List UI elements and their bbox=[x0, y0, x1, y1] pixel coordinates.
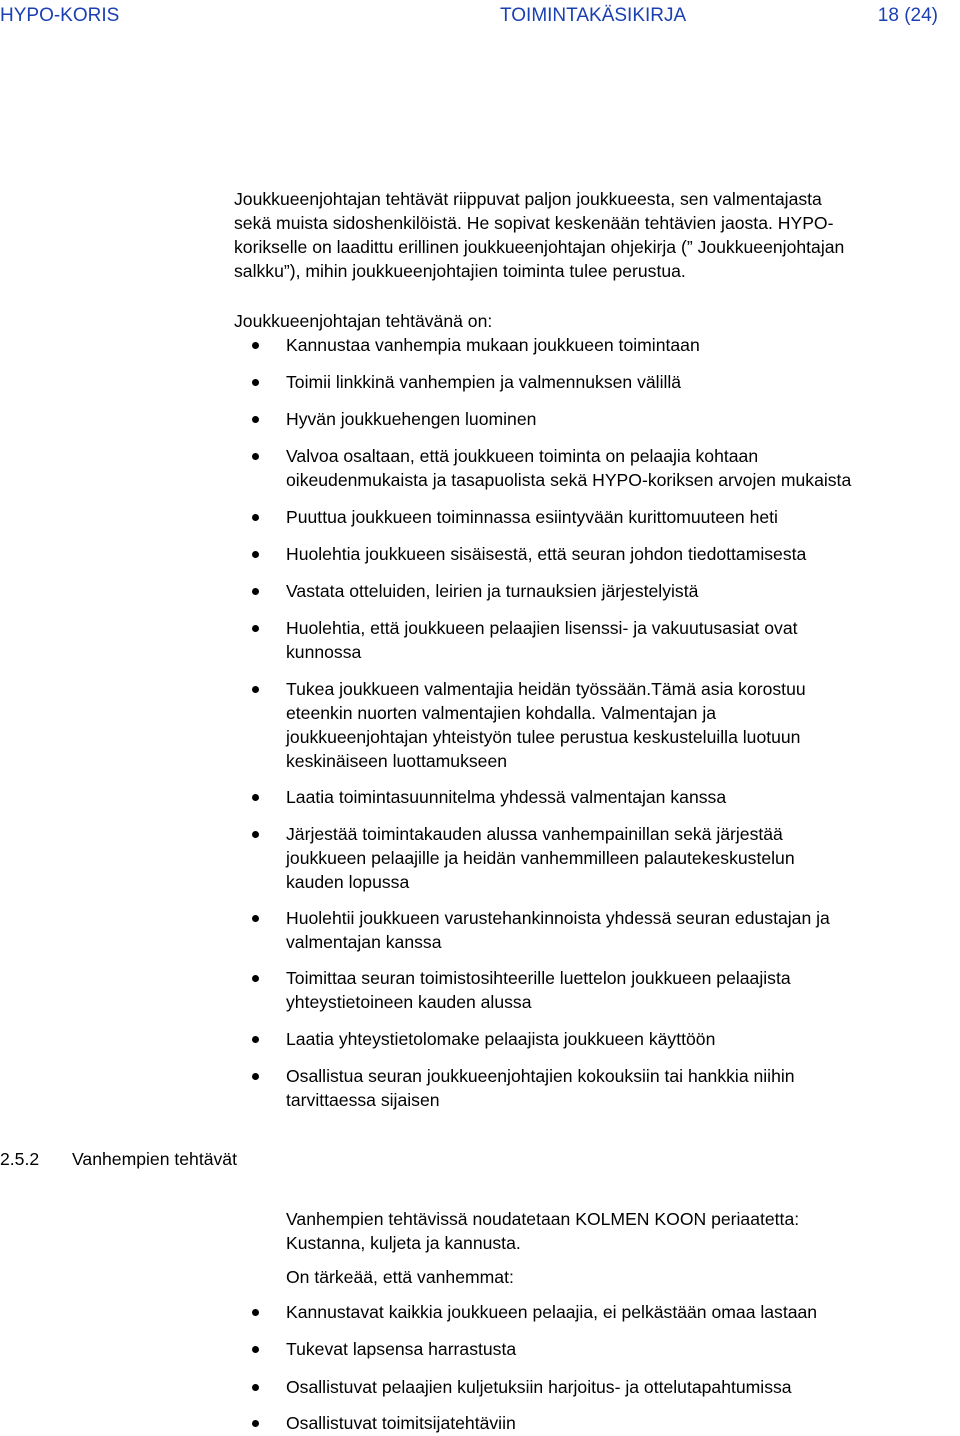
intro-line: Joukkueenjohtajan tehtävät riippuvat paljon joukkueesta, sen valmentajasta bbox=[234, 189, 822, 209]
list-item: Kannustavat kaikkia joukkueen pelaajia, ei pelkästään omaa lastaan bbox=[234, 1300, 817, 1324]
bullet-icon bbox=[252, 379, 259, 386]
list-item: Tukea joukkueen valmentajia heidän työssään.Tämä asia korostuu eteenkin nuorten valmentajien kohdalla. Valmentajan ja joukkueenjohtajan yhteistyön tulee perustua keskusteluilla luotuun keskinäiseen luottamukseen bbox=[234, 677, 806, 773]
intro-line: sekä muista sidoshenkilöistä. He sopivat keskenään tehtävien jaosta. HYPO- bbox=[234, 213, 834, 233]
intro-paragraph bbox=[234, 187, 958, 283]
list-item: Toimii linkkinä vanhempien ja valmennuksen välillä bbox=[234, 370, 681, 394]
parents-intro-line: Kustanna, kuljeta ja kannusta. bbox=[286, 1233, 521, 1253]
intro-line: korikselle on laadittu erillinen joukkueenjohtajan ohjekirja (” Joukkueenjohtajan bbox=[234, 237, 845, 257]
bullet-icon bbox=[252, 975, 259, 982]
bullet-icon bbox=[252, 453, 259, 460]
bullet-icon bbox=[252, 416, 259, 423]
list-item: Valvoa osaltaan, että joukkueen toiminta on pelaajia kohtaan oikeudenmukaista ja tasapuolista sekä HYPO-koriksen arvojen mukaista bbox=[234, 444, 851, 492]
list-item: Hyvän joukkuehengen luominen bbox=[234, 407, 536, 431]
bullet-icon bbox=[252, 1346, 259, 1353]
bullet-icon bbox=[252, 794, 259, 801]
section-heading bbox=[0, 1147, 237, 1171]
list-item: Laatia toimintasuunnitelma yhdessä valmentajan kanssa bbox=[234, 785, 726, 809]
list-item: Tukevat lapsensa harrastusta bbox=[234, 1337, 516, 1361]
list-item: Huolehtia joukkueen sisäisestä, että seuran johdon tiedottamisesta bbox=[234, 542, 806, 566]
bullet-icon bbox=[252, 1309, 259, 1316]
list-item: Kannustaa vanhempia mukaan joukkueen toimintaan bbox=[234, 333, 700, 357]
parents-lead: On tärkeää, että vanhemmat: bbox=[286, 1267, 514, 1287]
bullet-icon bbox=[252, 1073, 259, 1080]
list-item: Huolehtia, että joukkueen pelaajien lisenssi- ja vakuutusasiat ovat kunnossa bbox=[234, 616, 798, 664]
bullet-icon bbox=[252, 625, 259, 632]
bullet-icon bbox=[252, 1036, 259, 1043]
list-item: Huolehtii joukkueen varustehankinnoista yhdessä seuran edustajan ja valmentajan kanssa bbox=[234, 906, 830, 954]
header-org-name: HYPO-KORIS bbox=[0, 5, 120, 26]
header-document-title: TOIMINTAKÄSIKIRJA bbox=[500, 5, 687, 26]
bullet-icon bbox=[252, 831, 259, 838]
bullet-icon bbox=[252, 551, 259, 558]
list-item: Puuttua joukkueen toiminnassa esiintyvään kurittomuuteen heti bbox=[234, 505, 778, 529]
list-item: Osallistuvat pelaajien kuljetuksiin harjoitus- ja ottelutapahtumissa bbox=[234, 1375, 792, 1399]
parents-intro-line: Vanhempien tehtävissä noudatetaan KOLMEN KOON periaatetta: bbox=[286, 1209, 800, 1229]
bullet-icon bbox=[252, 588, 259, 595]
list-item: Vastata otteluiden, leirien ja turnauksien järjestelyistä bbox=[234, 579, 698, 603]
intro-line: salkku”), mihin joukkueenjohtajien toiminta tulee perustua. bbox=[234, 261, 686, 281]
bullet-icon bbox=[252, 915, 259, 922]
list-item: Osallistua seuran joukkueenjohtajien kokouksiin tai hankkia niihin tarvittaessa sijaisen bbox=[234, 1064, 795, 1112]
page-header bbox=[0, 4, 960, 28]
section-number: 2.5.2 bbox=[0, 1149, 40, 1169]
list-item: Laatia yhteystietolomake pelaajista joukkueen käyttöön bbox=[234, 1027, 715, 1051]
list-item: Järjestää toimintakauden alussa vanhempainillan sekä järjestää joukkueen pelaajille ja heidän vanhemmilleen palautekeskustelun kauden lopussa bbox=[234, 822, 795, 894]
duties-lead: Joukkueenjohtajan tehtävänä on: bbox=[234, 311, 493, 331]
list-item: Toimittaa seuran toimistosihteerille luettelon joukkueen pelaajista yhteystietoineen kauden alussa bbox=[234, 966, 791, 1014]
parents-intro-paragraph bbox=[286, 1207, 960, 1255]
bullet-icon bbox=[252, 1420, 259, 1427]
section-title: Vanhempien tehtävät bbox=[72, 1149, 237, 1169]
bullet-icon bbox=[252, 686, 259, 693]
header-page-number: 18 (24) bbox=[877, 5, 938, 26]
list-item: Osallistuvat toimitsijatehtäviin bbox=[234, 1411, 516, 1435]
bullet-icon bbox=[252, 1384, 259, 1391]
bullet-icon bbox=[252, 342, 259, 349]
bullet-icon bbox=[252, 514, 259, 521]
